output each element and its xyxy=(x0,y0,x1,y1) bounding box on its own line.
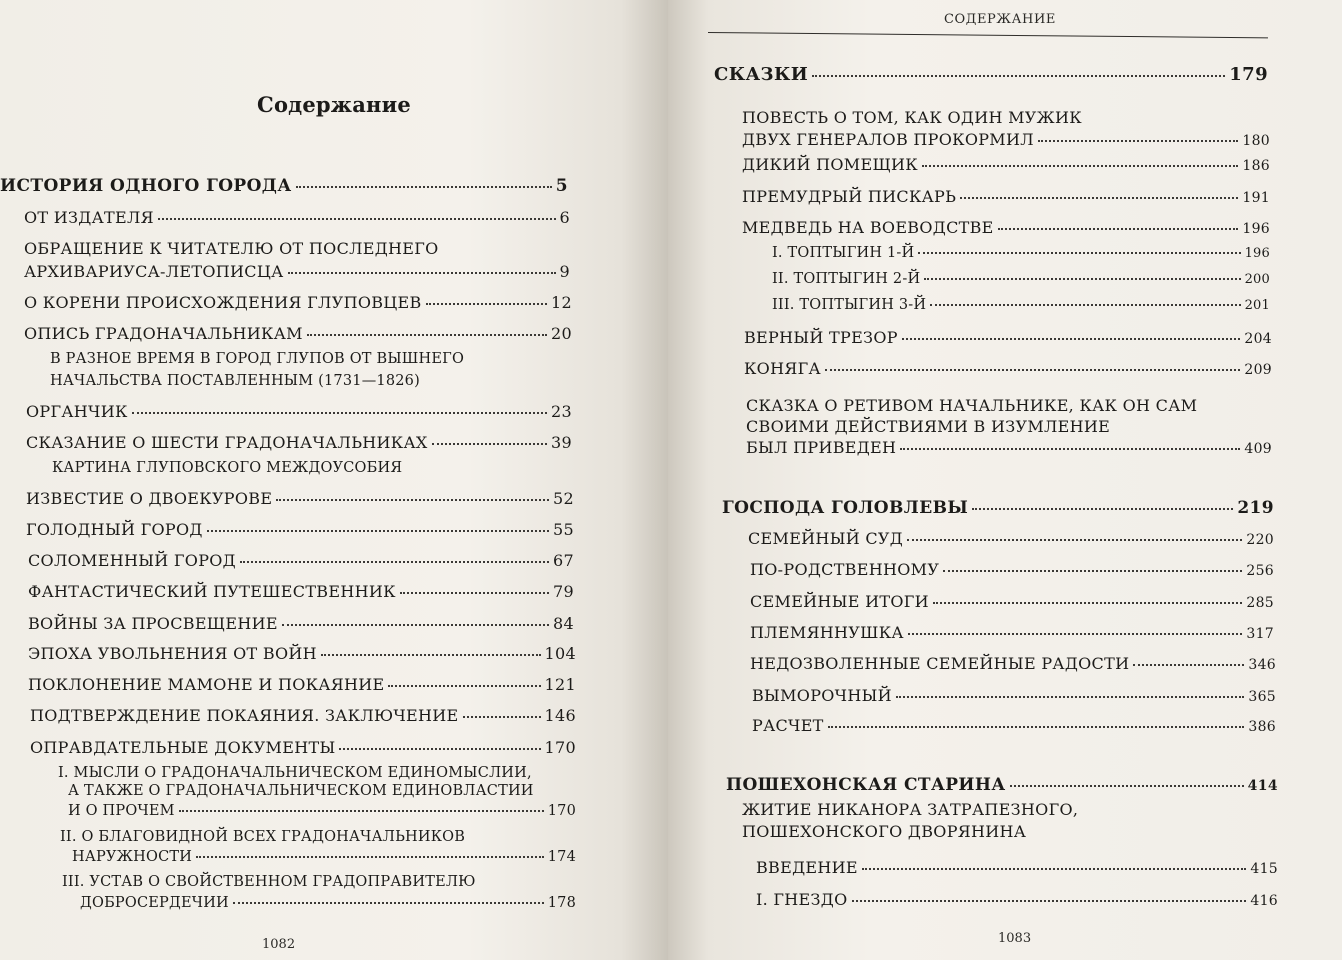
toc-entry: СЕМЕЙНЫЕ ИТОГИ 285 xyxy=(750,592,1274,611)
toc-entry: II. ТОПТЫГИН 2-Й 200 xyxy=(772,271,1270,287)
toc-entry: ФАНТАСТИЧЕСКИЙ ПУТЕШЕСТВЕННИК 79 xyxy=(28,582,574,601)
toc-entry: О КОРЕНИ ПРОИСХОЖДЕНИЯ ГЛУПОВЦЕВ 12 xyxy=(24,293,572,312)
toc-entry: III. ТОПТЫГИН 3-Й 201 xyxy=(772,297,1270,313)
toc-entry: ВОЙНЫ ЗА ПРОСВЕЩЕНИЕ 84 xyxy=(28,614,574,633)
toc-entry-line: СВОИМИ ДЕЙСТВИЯМИ В ИЗУМЛЕНИЕ xyxy=(746,417,1111,436)
contents-heading: Содержание xyxy=(257,92,411,117)
toc-entry: ПРЕМУДРЫЙ ПИСКАРЬ 191 xyxy=(742,187,1270,206)
toc-entry: ПОКЛОНЕНИЕ МАМОНЕ И ПОКАЯНИЕ 121 xyxy=(28,675,576,694)
toc-entry: НАРУЖНОСТИ 174 xyxy=(72,849,576,865)
toc-entry: ГОЛОДНЫЙ ГОРОД 55 xyxy=(26,520,574,539)
toc-entry: И О ПРОЧЕМ 170 xyxy=(68,803,576,819)
toc-entry: I. ТОПТЫГИН 1-Й 196 xyxy=(772,245,1270,261)
toc-entry-line: III. УСТАВ О СВОЙСТВЕННОМ ГРАДОПРАВИТЕЛЮ xyxy=(62,874,476,890)
toc-entry: ПОДТВЕРЖДЕНИЕ ПОКАЯНИЯ. ЗАКЛЮЧЕНИЕ 146 xyxy=(30,706,576,725)
toc-entry-line: ПОШЕХОНСКОГО ДВОРЯНИНА xyxy=(742,822,1027,841)
toc-entry: МЕДВЕДЬ НА ВОЕВОДСТВЕ 196 xyxy=(742,218,1270,237)
toc-entry: ДВУХ ГЕНЕРАЛОВ ПРОКОРМИЛ 180 xyxy=(742,130,1270,149)
toc-entry: ПО-РОДСТВЕННОМУ 256 xyxy=(750,560,1274,579)
page-number: 1082 xyxy=(262,937,296,952)
toc-entry: ДОБРОСЕРДЕЧИИ 178 xyxy=(80,895,576,911)
toc-entry: ЭПОХА УВОЛЬНЕНИЯ ОТ ВОЙН 104 xyxy=(28,644,576,663)
toc-entry: ОПРАВДАТЕЛЬНЫЕ ДОКУМЕНТЫ 170 xyxy=(30,738,576,757)
toc-entry: ВЕРНЫЙ ТРЕЗОР 204 xyxy=(744,328,1272,347)
toc-entry: БЫЛ ПРИВЕДЕН 409 xyxy=(746,438,1272,457)
toc-entry: СКАЗКИ 179 xyxy=(714,64,1268,85)
toc-entry: ИЗВЕСТИЕ О ДВОЕКУРОВЕ 52 xyxy=(26,489,574,508)
toc-entry: ОРГАНЧИК 23 xyxy=(26,402,572,421)
toc-entry: КОНЯГА 209 xyxy=(744,359,1272,378)
toc-entry: ВВЕДЕНИЕ 415 xyxy=(756,858,1278,877)
toc-entry: СОЛОМЕННЫЙ ГОРОД 67 xyxy=(28,551,574,570)
running-head: СОДЕРЖАНИЕ xyxy=(943,12,1057,27)
toc-entry: ОПИСЬ ГРАДОНАЧАЛЬНИКАМ 20 xyxy=(24,324,572,343)
toc-entry: СКАЗАНИЕ О ШЕСТИ ГРАДОНАЧАЛЬНИКАХ 39 xyxy=(26,433,572,452)
toc-entry: НЕДОЗВОЛЕННЫЕ СЕМЕЙНЫЕ РАДОСТИ 346 xyxy=(750,654,1276,673)
toc-entry: ДИКИЙ ПОМЕЩИК 186 xyxy=(742,155,1270,174)
toc-entry-line: II. О БЛАГОВИДНОЙ ВСЕХ ГРАДОНАЧАЛЬНИКОВ xyxy=(60,829,466,845)
toc-entry: СЕМЕЙНЫЙ СУД 220 xyxy=(748,529,1274,548)
toc-entry: ОТ ИЗДАТЕЛЯ 6 xyxy=(24,208,570,227)
toc-entry: АРХИВАРИУСА-ЛЕТОПИСЦА 9 xyxy=(24,262,570,281)
toc-entry: ПОШЕХОНСКАЯ СТАРИНА 414 xyxy=(726,775,1278,795)
toc-entry: ГОСПОДА ГОЛОВЛЕВЫ 219 xyxy=(722,498,1274,518)
left-page xyxy=(0,0,668,960)
toc-entry-line: I. МЫСЛИ О ГРАДОНАЧАЛЬНИЧЕСКОМ ЕДИНОМЫСЛИИ, xyxy=(58,765,532,781)
toc-entry-line: В РАЗНОЕ ВРЕМЯ В ГОРОД ГЛУПОВ ОТ ВЫШНЕГО xyxy=(50,351,465,367)
toc-entry: I. ГНЕЗДО 416 xyxy=(756,890,1278,909)
toc-entry-line: СКАЗКА О РЕТИВОМ НАЧАЛЬНИКЕ, КАК ОН САМ xyxy=(746,396,1198,415)
toc-entry: ПЛЕМЯННУШКА 317 xyxy=(750,623,1274,642)
toc-entry: РАСЧЕТ 386 xyxy=(752,716,1276,735)
toc-entry-line: КАРТИНА ГЛУПОВСКОГО МЕЖДОУСОБИЯ xyxy=(52,460,403,476)
toc-entry-line: А ТАКЖЕ О ГРАДОНАЧАЛЬНИЧЕСКОМ ЕДИНОВЛАСТИИ xyxy=(68,783,534,799)
toc-entry-line: ЖИТИЕ НИКАНОРА ЗАТРАПЕЗНОГО, xyxy=(742,800,1079,819)
toc-entry-line: НАЧАЛЬСТВА ПОСТАВЛЕННЫМ (1731—1826) xyxy=(50,373,420,389)
toc-entry: ИСТОРИЯ ОДНОГО ГОРОДА 5 xyxy=(0,176,568,196)
toc-entry-line: ПОВЕСТЬ О ТОМ, КАК ОДИН МУЖИК xyxy=(742,108,1082,127)
toc-entry: ВЫМОРОЧНЫЙ 365 xyxy=(752,686,1276,705)
toc-entry-line: ОБРАЩЕНИЕ К ЧИТАТЕЛЮ ОТ ПОСЛЕДНЕГО xyxy=(24,239,439,258)
page-number: 1083 xyxy=(998,931,1032,946)
